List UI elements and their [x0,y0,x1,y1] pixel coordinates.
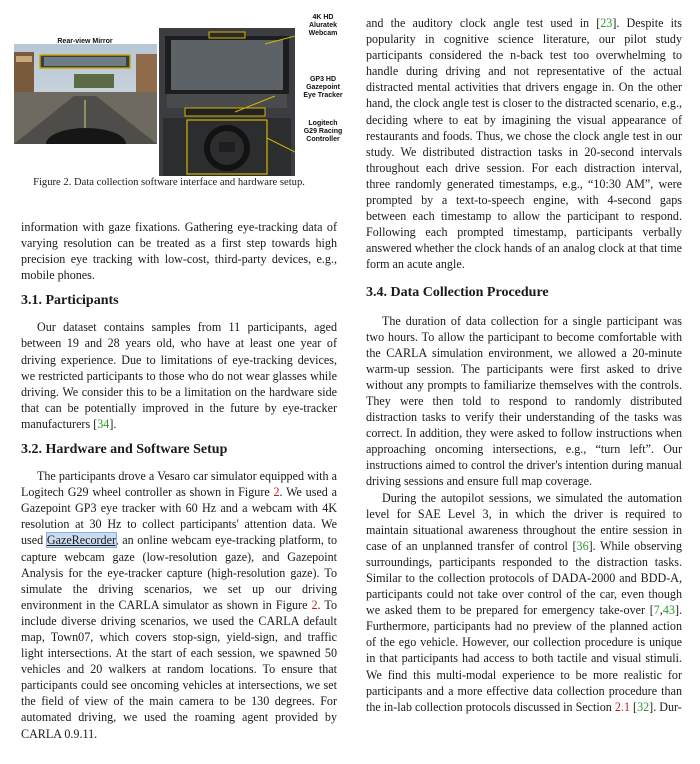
citation-link[interactable]: 43 [662,603,675,618]
participants-paragraph: Our dataset contains samples from 11 participants, aged between 19 and 28 years old, who have at least one year of driving experience. Due to limitations of eye-tracking devices, we restricted participants to those who do not wear glasses while driving. We consider this to be a limitation on the hardware side that can be potentially improved in the future by eye-tracker manufacturers [34]. [21,320,337,431]
citation-link[interactable]: 23 [600,16,613,30]
procedure-paragraph-2: During the autopilot sessions, we simulated the automation level for SAE Level 3, in which the driver is required to maintain situational awareness throughout the entire session in case of an unplanned transfer of control [36]. While observing surroundings, participants responded to the distraction tasks. Similar to the collection protocols of DADA-2000 and BDD-A, participants could not take over control of the car, even though we asked them to be prepared for emergency take-over [7,43]. Furthermore, participants had no preview of the planned action of the ego vehicle. However, our collection procedure is unique in that participants had access to both tactile and visual stimuli. We find this multi-modal experience to be more realistic for participants and a more effective data collection procedure than the in-lab collection protocols discussed in Section 2.1 [32]. Dur- [366,490,682,714]
intro-paragraph: information with gaze fixations. Gathering eye-tracking data of varying resolution can be treated as a first step towards high precision eye tracking with low-cost, third-party devices, e.g., mobile phones. [21,220,337,283]
gazerecorder-link[interactable]: GazeRecorder [46,533,116,548]
figure-2 [0,14,345,164]
figure-ref-link[interactable]: 2 [311,597,318,612]
citation-link[interactable]: 36 [576,538,589,553]
heading-participants: 3.1. Participants [21,293,119,309]
heading-data-collection: 3.4. Data Collection Procedure [366,284,549,300]
distraction-paragraph: and the auditory clock angle test used in [23]. Despite its popularity in cognitive science literature, our pilot study participants considered the n-back test too overwhelming to handle during driving and not representative of the actual distracted mental activities that drivers engage in. On the other hand, the clock angle test is closer to the distracted scenario, e.g., deciding where to eat by imagining the visual appearance of restaurants and foods. Thus, we chose the clock angle test in our study. We distributed distraction tasks in 20-second intervals throughout each drive session. For each distraction interval, three randomly generated timestamps, e.g., “10:30 AM”, were prompted by a text-to-speech engine, with 4-second gaps between each timestamp to allow the participant to respond. Following each prompted timestamp, participants verbally answered whether the clock hands of an analog clock at that time form an acute angle. [366,16,682,272]
citation-link[interactable]: 7 [653,603,660,618]
citation-link[interactable]: 32 [637,699,650,714]
section-ref-link[interactable]: 2.1 [614,699,631,714]
procedure-paragraph-1: The duration of data collection for a single participant was two hours. To allow the participant to become comfortable with the CARLA simulation environment, we allowed a 20-minute warm-up session. The participants were first asked to drive without any prompts to familiarize themselves with the controls. They were then told to respond to randomly distributed distraction tasks to verify their understanding of the tasks was correct. In addition, they were asked to follow instructions when approaching oncoming intersections, e.g., “turn left”. Our instructions aimed to control the driver's intention during manual driving sessions and ensure full map coverage. [366,313,682,489]
hardware-paragraph: The participants drove a Vesaro car simulator equipped with a Logitech G29 wheel controller as shown in Figure 2. We used a Gazepoint GP3 eye tracker with 60 Hz and a webcam with 4K resolution at 30 Hz to collect participants' attention data. We used GazeRecorder, an online webcam eye-tracking platform, to capture webcam gaze (low-resolution gaze), and Gazepoint Analysis for the eye-tracker capture (high-resolution gaze). To simulate the driving scenarios, we set up our driving environment in the CARLA simulator as shown in Figure 2. To include diverse driving scenarios, we used the CARLA default map, Town07, which covers stop-sign, yield-sign, and traffic light intersections. At the start of each session, we spawned 50 vehicles and 20 walkers at random locations. To ensure that participants could see oncoming vehicles at intersections, we set the field of view of the main camera to be 130 degrees. For automated driving, we used the roaming agent provided by CARLA 0.9.11. [21,469,338,741]
simulator-screenshot [14,44,157,144]
figure-caption: Figure 2. Data collection software interface and hardware setup. [33,177,305,188]
label-webcam: 4K HD Aluratek Webcam [308,14,338,37]
label-rear-view-mirror: Rear-view Mirror [57,38,113,45]
label-controller: Logitech G29 Racing Controller [303,120,343,143]
hardware-photo [159,28,295,176]
figure-ref-link[interactable]: 2 [273,485,280,500]
heading-hardware-software: 3.2. Hardware and Software Setup [21,442,228,458]
label-eye-tracker: GP3 HD Gazepoint Eye Tracker [303,76,343,99]
citation-link[interactable]: 34 [97,416,110,431]
